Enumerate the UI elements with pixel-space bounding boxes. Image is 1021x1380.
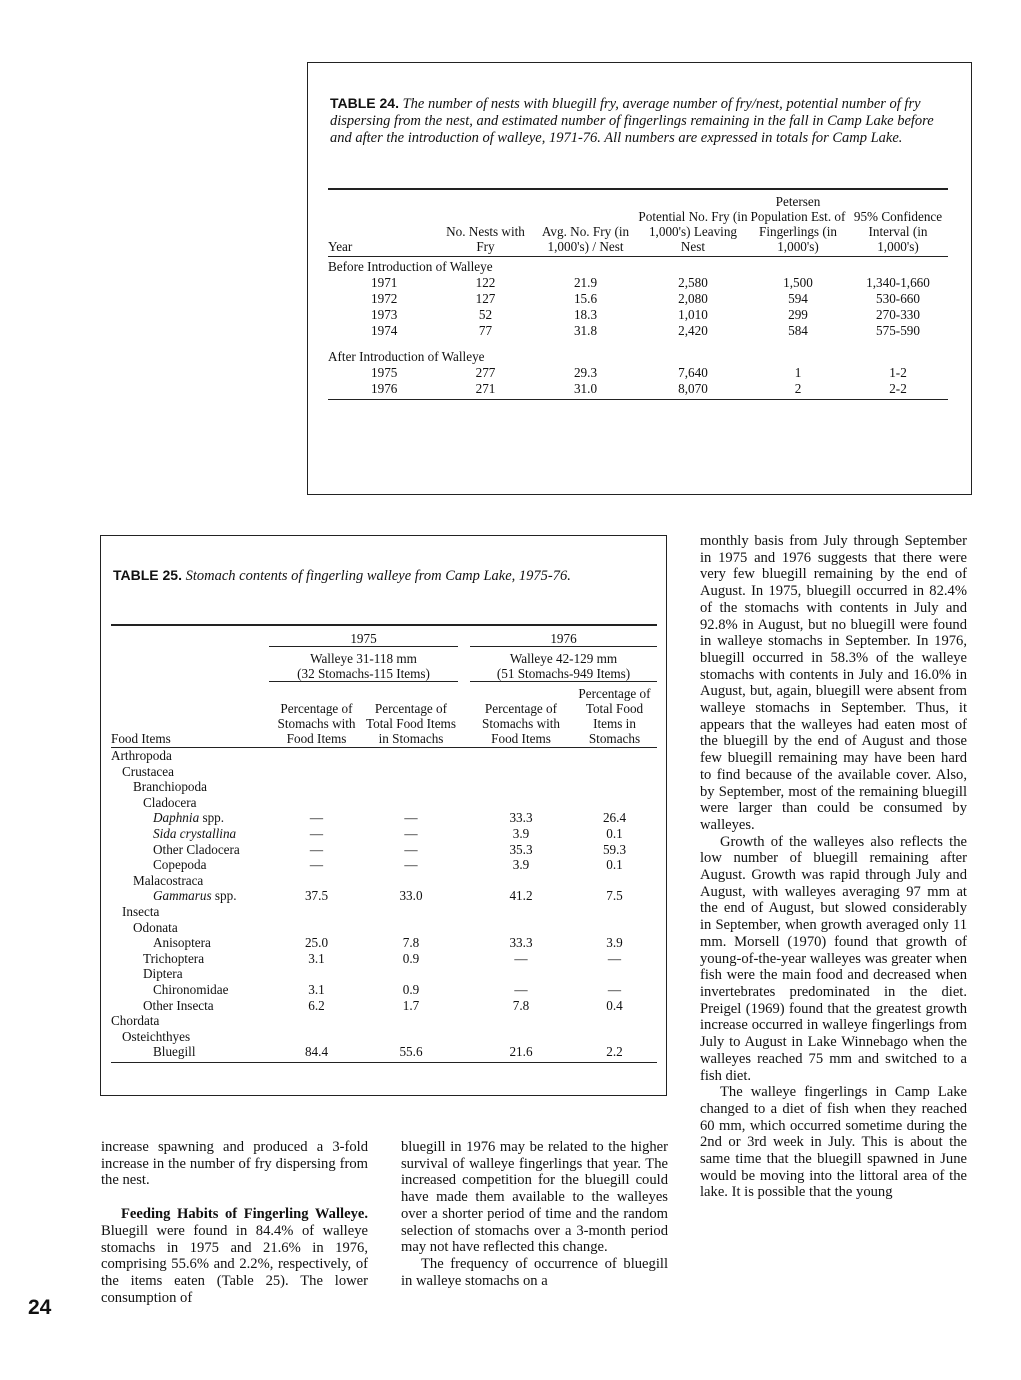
cell: 0.4 [606, 997, 623, 1013]
table-24-caption [330, 95, 950, 147]
table-row [111, 764, 657, 780]
food-item-label [111, 779, 269, 795]
spacer [458, 982, 470, 998]
cell [470, 1029, 572, 1045]
col-header-pct-stomachs-1976: Percentage of Stomachs with Food Items [470, 682, 572, 748]
cell [470, 795, 572, 811]
col-header-avg-fry: Avg. No. Fry (in 1,000's) / Nest [533, 194, 638, 257]
group-1976-count: (51 Stomachs-949 Items) [496, 666, 631, 681]
cell: 77 [478, 323, 493, 338]
cell: — [404, 810, 418, 826]
cell: 52 [478, 307, 493, 322]
cell [572, 779, 657, 795]
table-row [111, 904, 657, 920]
cell: 0.9 [402, 981, 420, 997]
table-25-caption [113, 567, 633, 585]
food-item-suffix: spp. [211, 888, 237, 904]
food-item-name: Crustacea [122, 763, 174, 779]
cell [269, 795, 364, 811]
text-column-1 [101, 1139, 368, 1306]
table-row [111, 810, 657, 826]
col-header-food-items: Food Items [111, 682, 269, 748]
cell: — [514, 981, 528, 997]
food-item-label [111, 888, 269, 904]
cell [364, 779, 458, 795]
cell [470, 920, 572, 936]
table-row [328, 275, 948, 291]
table-row [328, 291, 948, 307]
cell [269, 764, 364, 780]
cell: 3.9 [512, 825, 530, 841]
cell: 3.1 [308, 981, 325, 997]
cell: 2 [748, 381, 848, 400]
cell [269, 904, 364, 920]
cell: 1-2 [889, 365, 907, 380]
cell [364, 920, 458, 936]
table-row [328, 365, 948, 381]
cell [572, 1013, 657, 1029]
cell: 21.6 [470, 1044, 572, 1062]
food-item-label [111, 873, 269, 889]
col-header-nests: No. Nests with Fry [438, 194, 533, 257]
cell: — [309, 810, 324, 826]
text-column-3 [700, 533, 967, 1201]
cell [364, 748, 458, 764]
cell: 33.3 [509, 935, 533, 951]
cell: 2,420 [678, 323, 708, 338]
table-row [111, 888, 657, 904]
food-item-name: Chordata [111, 1013, 160, 1029]
cell: 7.5 [606, 888, 623, 904]
table-25-label: TABLE 25. [113, 567, 182, 583]
cell: 31.8 [573, 323, 598, 338]
spacer [458, 857, 470, 873]
cell: 271 [438, 381, 533, 400]
table-row [111, 842, 657, 858]
spacer [458, 779, 470, 795]
cell: 1,340-1,660 [866, 275, 930, 290]
cell [470, 764, 572, 780]
spacer [458, 920, 470, 936]
food-item-label [111, 935, 269, 951]
paragraph: The walleye fingerlings in Camp Lake changed to a diet of fish when they reached 60 mm, which occurred sometime during the 2nd or 3rd week in July. This is about the same time that the bluegill spawned in June would be moving into the littoral area of the lake. It is possible that the young [700, 1084, 967, 1201]
cell: 26.4 [602, 810, 627, 826]
cell: 33.3 [509, 810, 533, 826]
cell: — [309, 841, 324, 857]
food-item-label [111, 842, 269, 858]
cell [364, 764, 458, 780]
spacer [458, 935, 470, 951]
cell: 41.2 [509, 888, 533, 904]
food-item-name: Trichoptera [143, 950, 205, 966]
food-item-label [111, 748, 269, 764]
cell: 299 [788, 307, 808, 322]
table-row [111, 966, 657, 982]
table-row [111, 857, 657, 873]
food-item-name: Copepoda [153, 857, 207, 873]
food-item-name: Cladocera [143, 794, 197, 810]
cell [269, 873, 364, 889]
cell [572, 966, 657, 982]
cell: 15.6 [573, 291, 598, 306]
cell-year: 1973 [371, 307, 398, 322]
food-item-label [111, 966, 269, 982]
spacer [458, 904, 470, 920]
cell: 37.5 [304, 888, 329, 904]
cell: 3.1 [308, 950, 325, 966]
table-row [111, 998, 657, 1014]
paragraph: increase spawning and produced a 3-fold increase in the number of fry dispersing from the nest. [101, 1139, 368, 1189]
food-item-label [111, 998, 269, 1014]
col-header-potential-fry: Potential No. Fry (in 1,000's) Leaving Nest [638, 194, 748, 257]
cell-year: 1971 [371, 275, 398, 290]
cell: 25.0 [304, 935, 329, 951]
food-item-name: Insecta [122, 903, 160, 919]
table-24 [328, 188, 948, 400]
cell: 8,070 [638, 381, 748, 400]
spacer [458, 1044, 470, 1062]
table-25-body [111, 748, 657, 1063]
cell [269, 1013, 364, 1029]
table-row [111, 951, 657, 967]
food-item-label [111, 795, 269, 811]
table-row [328, 307, 948, 323]
table-row [111, 1029, 657, 1045]
cell: 7,640 [678, 365, 708, 380]
cell: 584 [788, 323, 808, 338]
paragraph: The frequency of occurrence of bluegill in walleye stomachs on a [401, 1255, 668, 1289]
year-1975-header: 1975 [269, 631, 458, 647]
cell: 2.2 [572, 1044, 657, 1062]
table-25-box [100, 535, 667, 1096]
group-1975-size: Walleye 31-118 mm [310, 651, 417, 666]
cell [269, 920, 364, 936]
table-25-caption-text: Stomach contents of fingerling walleye from Camp Lake, 1975-76. [185, 568, 571, 584]
cell: — [514, 950, 528, 966]
food-item-name: Bluegill [153, 1044, 196, 1060]
cell [572, 1029, 657, 1045]
cell [572, 873, 657, 889]
table-row [111, 873, 657, 889]
cell: 0.1 [606, 857, 623, 873]
cell-year: 1974 [371, 323, 398, 338]
cell [572, 764, 657, 780]
cell: 270-330 [876, 307, 920, 322]
cell-year: 1975 [371, 365, 398, 380]
cell [572, 795, 657, 811]
spacer [458, 764, 470, 780]
cell: 84.4 [269, 1044, 364, 1062]
paragraph-text: Bluegill were found in 84.4% of walleye stomachs in 1975 and 21.6% in 1976, comprising 55.6% and 2.2%, respectively, of the items eaten (Table 25). The lower consumption of [101, 1222, 368, 1306]
section-heading: Feeding Habits of Fingerling Walleye. [121, 1206, 368, 1223]
cell: — [309, 825, 324, 841]
cell: 594 [788, 291, 808, 306]
group-before-label: Before Introduction of Walleye [328, 259, 493, 274]
cell: 7.8 [402, 935, 420, 951]
year-1976-header: 1976 [470, 631, 657, 647]
spacer [458, 966, 470, 982]
food-item-name: Diptera [143, 966, 183, 982]
cell: 31.0 [533, 381, 638, 400]
food-item-label [111, 1013, 269, 1029]
group-1975-count: (32 Stomachs-115 Items) [297, 666, 430, 681]
food-item-label [111, 1029, 269, 1045]
spacer [458, 1013, 470, 1029]
cell [470, 748, 572, 764]
cell: 18.3 [573, 307, 598, 322]
paragraph [101, 1206, 368, 1306]
cell: 2,580 [678, 275, 708, 290]
col-header-pct-stomachs-1975: Percentage of Stomachs with Food Items [269, 682, 364, 748]
spacer [458, 998, 470, 1014]
food-item-name: Gammarus [153, 888, 212, 904]
cell: 1 [794, 365, 802, 380]
cell [269, 779, 364, 795]
col-header-confidence: 95% Confidence Interval (in 1,000's) [848, 194, 948, 257]
cell [269, 748, 364, 764]
spacer [458, 795, 470, 811]
cell: 7.8 [512, 997, 530, 1013]
cell: 33.0 [399, 888, 423, 904]
cell [364, 1013, 458, 1029]
cell [364, 795, 458, 811]
cell-year: 1972 [371, 291, 398, 306]
cell: 122 [475, 275, 496, 290]
cell: 21.9 [573, 275, 598, 290]
cell: 6.2 [308, 997, 325, 1013]
page-number: 24 [28, 1296, 52, 1319]
col-header-pct-total-1976: Percentage of Total Food Items in Stomachs [572, 682, 657, 748]
table-row [111, 920, 657, 936]
food-item-name: Sida crystallina [153, 825, 237, 841]
paragraph: Growth of the walleyes also reflects the low number of bluegill remaining after August. Growth was rapid through July and August, with walleyes averaging 97 mm at the end of August, but slowed considerably in September, when growth averaged only 11 mm. Morsell (1970) found that growth of young-of-the-year walleyes was greater when fish were the main food and decreased when invertebrates predominated in the diet. Preigel (1969) found that the greatest growth increase occurred in walleye fingerlings from July to August in Lake Winnebago when the walleyes reached 75 mm and switched to a fish diet. [700, 833, 967, 1084]
group-1976-header [470, 647, 657, 682]
cell [572, 920, 657, 936]
cell [364, 966, 458, 982]
cell [269, 1029, 364, 1045]
spacer [458, 748, 470, 764]
food-item-label [111, 982, 269, 998]
spacer [458, 873, 470, 889]
spacer [458, 842, 470, 858]
cell: 1,010 [678, 307, 708, 322]
table-row [111, 795, 657, 811]
cell: 55.6 [364, 1044, 458, 1062]
paragraph: monthly basis from July through September in 1975 and 1976 suggests that there were very few bluegill remaining by the end of August. In 1975, bluegill occurred in 82.4% of the stomachs with contents in July and 92.8% in August, but no bluegill were found in walleye stomachs in September. In 1976, bluegill occurred in 58.3% of the walleye stomachs with contents in July and 16.0% in August, but, again, bluegill were absent from walleye stomachs in September. Thus, it appears that the walleyes had eaten most of the bluegill by the end of August and those few bluegill remaining may have been hard to find because of the available cover. Also, by September, most of the remaining bluegill were larger than could be consumed by walleyes. [700, 533, 967, 833]
food-item-name: Branchiopoda [133, 779, 207, 795]
food-item-label [111, 920, 269, 936]
cell: 530-660 [876, 291, 920, 306]
cell-year: 1976 [328, 381, 438, 400]
cell: 2-2 [848, 381, 948, 400]
cell [470, 966, 572, 982]
table-row [328, 323, 948, 339]
table-24-box [307, 62, 972, 495]
cell: 277 [475, 365, 496, 380]
col-header-year: Year [328, 194, 438, 257]
food-item-label [111, 810, 269, 826]
food-item-name: Daphnia [153, 810, 200, 826]
col-header-petersen: Petersen Population Est. of Fingerlings (in 1,000's) [748, 194, 848, 257]
food-item-label [111, 1044, 269, 1062]
cell: 3.9 [512, 857, 530, 873]
cell: 1,500 [783, 275, 813, 290]
cell [470, 1013, 572, 1029]
table-row [111, 779, 657, 795]
food-item-label [111, 764, 269, 780]
cell: 59.3 [602, 841, 627, 857]
cell: 35.3 [509, 841, 533, 857]
table-24-label: TABLE 24. [330, 95, 399, 111]
food-item-label [111, 951, 269, 967]
cell [572, 748, 657, 764]
spacer [458, 888, 470, 904]
cell: — [607, 950, 622, 966]
table-25 [111, 624, 657, 1063]
table-row [111, 1013, 657, 1029]
text-column-2 [401, 1139, 668, 1289]
cell [470, 779, 572, 795]
cell: 127 [475, 291, 496, 306]
food-item-name: Chironomidae [153, 981, 229, 997]
spacer [458, 826, 470, 842]
food-item-label [111, 904, 269, 920]
table-row [111, 982, 657, 998]
cell: 0.1 [606, 825, 623, 841]
food-item-name: Other Insecta [143, 997, 214, 1013]
cell [470, 873, 572, 889]
group-after-label: After Introduction of Walleye [328, 349, 485, 364]
spacer [458, 951, 470, 967]
cell [269, 966, 364, 982]
food-item-suffix: spp. [199, 810, 225, 826]
food-item-name: Other Cladocera [153, 841, 240, 857]
cell: — [404, 841, 418, 857]
cell: 1.7 [402, 997, 420, 1013]
table-row [111, 748, 657, 764]
cell: 0.9 [402, 950, 420, 966]
cell [364, 873, 458, 889]
cell [364, 904, 458, 920]
table-row [328, 381, 948, 400]
paragraph: bluegill in 1976 may be related to the higher survival of walleye fingerlings that year. The increased competition for the bluegill could have made them available to the walleyes over a shorter period of time and the random selection of stomachs over a 3-month period may not have reflected this change. [401, 1139, 668, 1256]
food-item-name: Osteichthyes [122, 1028, 191, 1044]
food-item-name: Arthropoda [111, 748, 172, 763]
group-1976-size: Walleye 42-129 mm [509, 651, 618, 666]
spacer [458, 810, 470, 826]
cell: — [404, 857, 418, 873]
cell: 575-590 [876, 323, 920, 338]
cell [470, 904, 572, 920]
table-row [111, 935, 657, 951]
cell: — [607, 981, 622, 997]
col-header-pct-total-1975: Percentage of Total Food Items in Stomachs [364, 682, 458, 748]
cell [572, 904, 657, 920]
food-item-label [111, 857, 269, 873]
table-row [111, 1044, 657, 1062]
group-1975-header [269, 647, 458, 682]
cell: 29.3 [573, 365, 598, 380]
cell: — [404, 825, 418, 841]
spacer [458, 1029, 470, 1045]
food-item-name: Odonata [133, 919, 178, 935]
cell: 3.9 [606, 935, 623, 951]
cell: — [309, 857, 324, 873]
food-item-name: Anisoptera [153, 935, 211, 951]
cell [364, 1029, 458, 1045]
table-row [111, 826, 657, 842]
cell: 2,080 [678, 291, 708, 306]
table-24-caption-text: The number of nests with bluegill fry, average number of fry/nest, potential number of fry dispersing from the nest, and estimated number of fingerlings remaining in the fall in Camp Lake before and after the introduction of walleye, 1971-76. All numbers are expressed in totals for Camp Lake. [330, 96, 934, 146]
food-item-name: Malacostraca [133, 872, 204, 888]
food-item-label [111, 826, 269, 842]
